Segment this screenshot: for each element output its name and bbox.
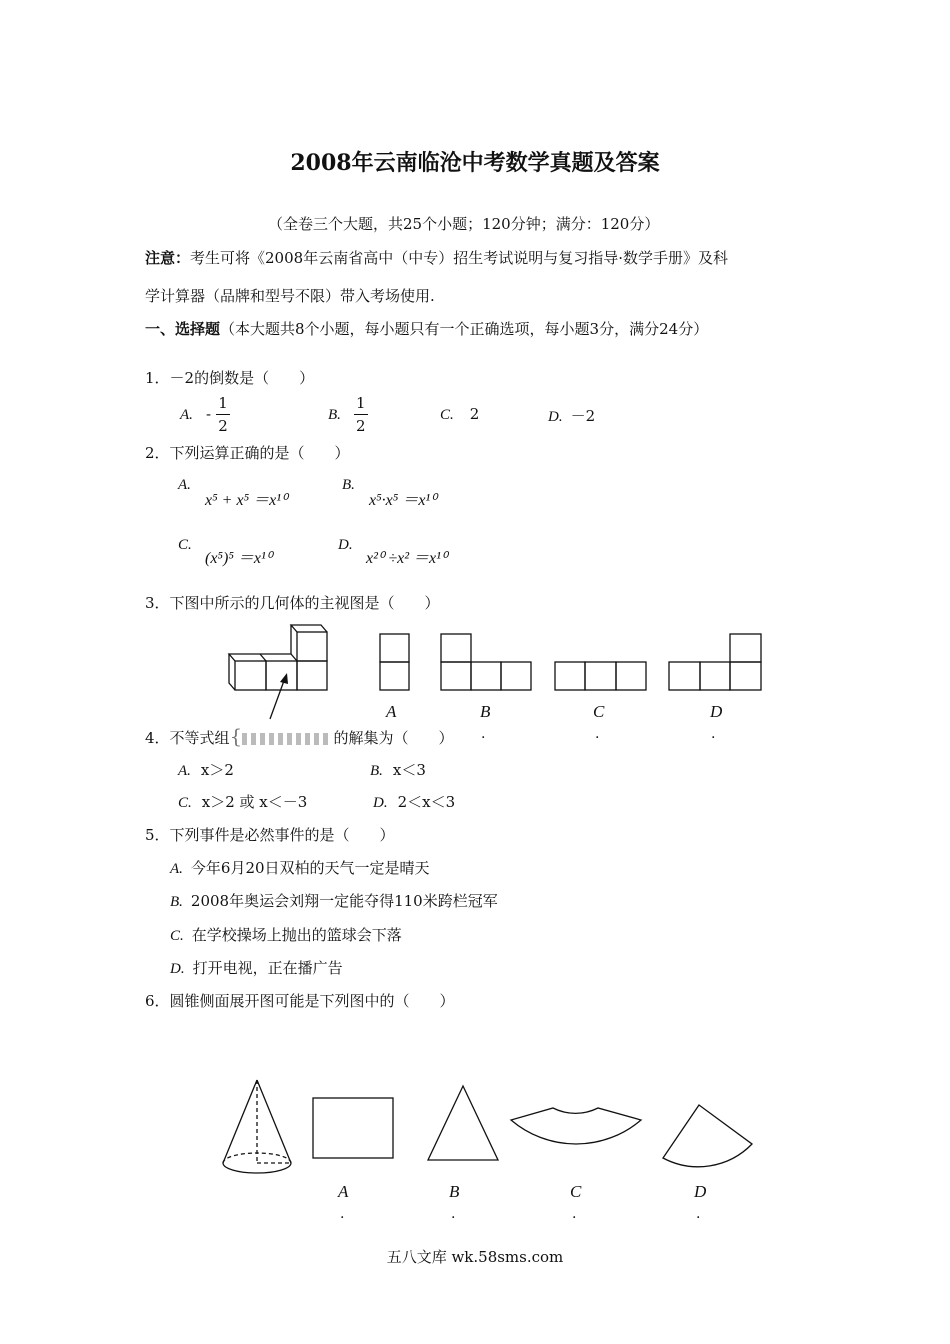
q6-label-d: D bbox=[694, 1182, 707, 1201]
q1-option-a: A. - $\frac{1}{2}$ bbox=[180, 394, 228, 435]
q6-dot: . bbox=[340, 1206, 345, 1222]
q3-stem: 3．下图中所示的几何体的主视图是（ ） bbox=[145, 594, 440, 612]
q2-d-expr: x²⁰ ÷x² ＝x¹⁰ bbox=[366, 550, 448, 567]
q1-option-d: D. －2 bbox=[548, 407, 596, 425]
q1-option-b: B. $\frac{1}{2}$ bbox=[328, 394, 366, 435]
q3-front-view-options bbox=[370, 628, 770, 698]
q4-option-d: D. 2＜x＜3 bbox=[373, 793, 456, 811]
q5-option-c: C. 在学校操场上抛出的篮球会下落 bbox=[170, 926, 402, 944]
q6-label-c: C bbox=[570, 1182, 582, 1201]
q5-option-d: D. 打开电视，正在播广告 bbox=[170, 959, 343, 977]
q2-d-label: D. bbox=[338, 537, 353, 553]
option-c-annular-sector bbox=[511, 1108, 641, 1144]
option-a-rectangle bbox=[313, 1098, 393, 1158]
q3-label-c: C bbox=[593, 702, 605, 721]
notice-line-1 bbox=[145, 247, 728, 268]
section-desc: （本大题共8个小题，每小题只有一个正确选项，每小题3分，满分24分） bbox=[220, 320, 709, 338]
q3-dot: . bbox=[711, 726, 716, 742]
q3-label-a: A bbox=[386, 702, 397, 721]
q2-b-expr: x⁵·x⁵ ＝x¹⁰ bbox=[369, 492, 437, 509]
q2-c-label: C. bbox=[178, 537, 192, 553]
q2-a-label: A. bbox=[178, 477, 191, 493]
q4-option-c: C. x＞2 或 x＜－3 bbox=[178, 793, 308, 811]
q4-inequality-system-image: { bbox=[230, 724, 334, 748]
q1-b-fraction: $\frac{1}{2}$ bbox=[356, 394, 366, 435]
q1-option-c: C. 2 bbox=[440, 405, 480, 423]
section-heading bbox=[145, 318, 708, 339]
q6-dot: . bbox=[451, 1206, 456, 1222]
exam-info: （全卷三个大题，共25个小题；120分钟；满分：120分） bbox=[268, 215, 660, 233]
q2-stem: 2．下列运算正确的是（ ） bbox=[145, 444, 350, 462]
q6-dot: . bbox=[572, 1206, 577, 1222]
q3-label-b: B bbox=[480, 702, 491, 721]
q5-stem: 5．下列事件是必然事件的是（ ） bbox=[145, 826, 395, 844]
q2-a-expr: x⁵ + x⁵ ＝x¹⁰ bbox=[205, 492, 288, 509]
q6-dot: . bbox=[696, 1206, 701, 1222]
footer-source: 五八文库 wk.58sms.com bbox=[386, 1248, 564, 1266]
q3-solid-figure bbox=[225, 620, 335, 720]
option-b-triangle bbox=[428, 1086, 498, 1160]
q1-a-fraction: $\frac{1}{2}$ bbox=[218, 394, 228, 435]
q1-stem: 1．－2的倒数是（ ） bbox=[145, 369, 315, 387]
q2-b-label: B. bbox=[342, 477, 355, 493]
q3-dot: . bbox=[481, 726, 486, 742]
option-d-sector bbox=[663, 1105, 752, 1167]
cone-figure bbox=[223, 1080, 291, 1173]
q5-option-b: B. 2008年奥运会刘翔一定能夺得110米跨栏冠军 bbox=[170, 892, 498, 910]
q6-stem: 6．圆锥侧面展开图可能是下列图中的（ ） bbox=[145, 992, 455, 1010]
q6-figures bbox=[215, 1070, 765, 1185]
q3-dot: . bbox=[595, 726, 600, 742]
q4-stem: 4．不等式组{ 的解集为（ ） bbox=[145, 724, 454, 748]
section-label: 一、选择题 bbox=[145, 320, 221, 338]
q3-label-d: D bbox=[710, 702, 723, 721]
page-title: 2008年云南临沧中考数学真题及答案 bbox=[290, 150, 660, 176]
q4-option-b: B. x＜3 bbox=[370, 761, 426, 779]
q6-label-b: B bbox=[449, 1182, 460, 1201]
q6-label-a: A bbox=[338, 1182, 349, 1201]
q4-option-a: A. x＞2 bbox=[178, 761, 234, 779]
notice-text-1: 考生可将《2008年云南省高中（中专）招生考试说明与复习指导·数学手册》及科 bbox=[190, 249, 728, 267]
notice-line-2: 学计算器（品牌和型号不限）带入考场使用. bbox=[145, 287, 435, 305]
q5-option-a: A. 今年6月20日双柏的天气一定是晴天 bbox=[170, 859, 430, 877]
notice-label: 注意： bbox=[145, 249, 191, 267]
q2-c-expr: (x⁵)⁵ ＝x¹⁰ bbox=[205, 550, 273, 567]
